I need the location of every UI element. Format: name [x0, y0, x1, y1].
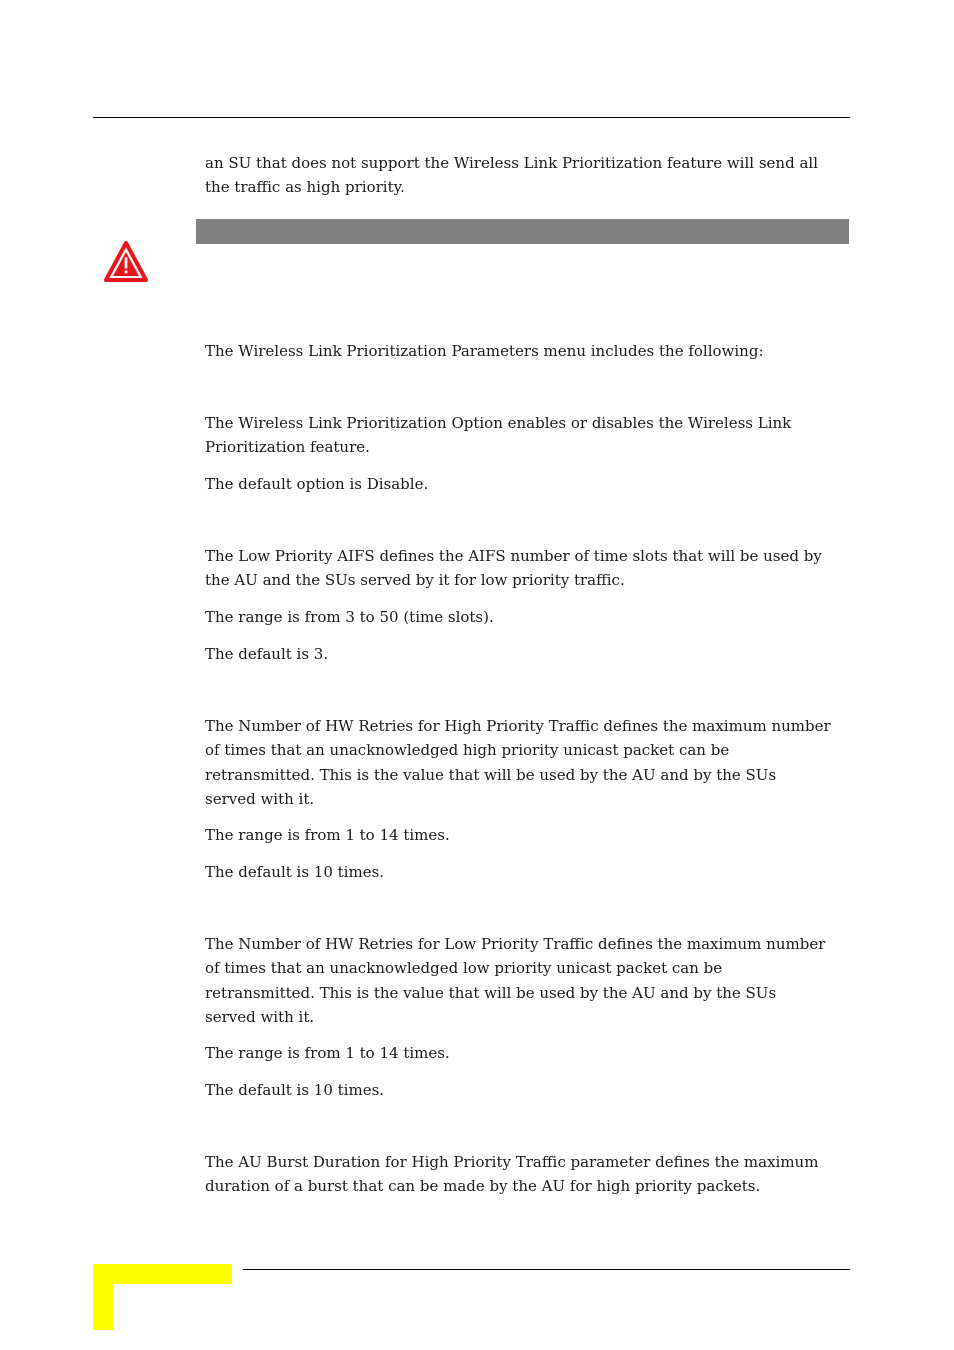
- note-banner: [196, 219, 849, 244]
- paragraph-hw-retries-high-description: The Number of HW Retries for High Priority Traffic defines the maximum number of times that an unacknowledged high priority unicast packet can be retransmitted. This is the value that will be used by the AU and by the SUs served with it.: [205, 717, 831, 808]
- paragraph-hw-retries-high-range: The range is from 1 to 14 times.: [205, 826, 450, 844]
- paragraph-hw-retries-low-default: The default is 10 times.: [205, 1081, 385, 1099]
- paragraph-hw-retries-high-default: The default is 10 times.: [205, 863, 385, 881]
- paragraph-aifs-range: The range is from 3 to 50 (time slots).: [205, 608, 494, 626]
- paragraph-aifs-default: The default is 3.: [205, 645, 329, 663]
- footer-accent-bar: [93, 1264, 232, 1284]
- footer-rule: [243, 1269, 850, 1270]
- paragraph-menu-intro: The Wireless Link Prioritization Parameters menu includes the following:: [205, 342, 764, 360]
- paragraph-hw-retries-low-description: The Number of HW Retries for Low Priority Traffic defines the maximum number of times that an unacknowledged low priority unicast packet can be retransmitted. This is the value that will be used by the AU and by the SUs served with it.: [205, 935, 826, 1026]
- paragraph-intro-continued: an SU that does not support the Wireless Link Prioritization feature will send all the traffic as high priority.: [205, 154, 818, 197]
- paragraph-option-default: The default option is Disable.: [205, 475, 429, 493]
- warning-triangle-icon: [104, 241, 148, 283]
- paragraph-aifs-description: The Low Priority AIFS defines the AIFS number of time slots that will be used by the AU and the SUs served by it for low priority traffic.: [205, 547, 822, 590]
- header-rule: [93, 117, 850, 118]
- paragraph-hw-retries-low-range: The range is from 1 to 14 times.: [205, 1044, 450, 1062]
- footer-accent-stem: [93, 1264, 113, 1330]
- paragraph-option-description: The Wireless Link Prioritization Option enables or disables the Wireless Link Prioritization feature.: [205, 414, 792, 457]
- paragraph-burst-duration-description: The AU Burst Duration for High Priority Traffic parameter defines the maximum duration of a burst that can be made by the AU for high priority packets.: [205, 1153, 819, 1196]
